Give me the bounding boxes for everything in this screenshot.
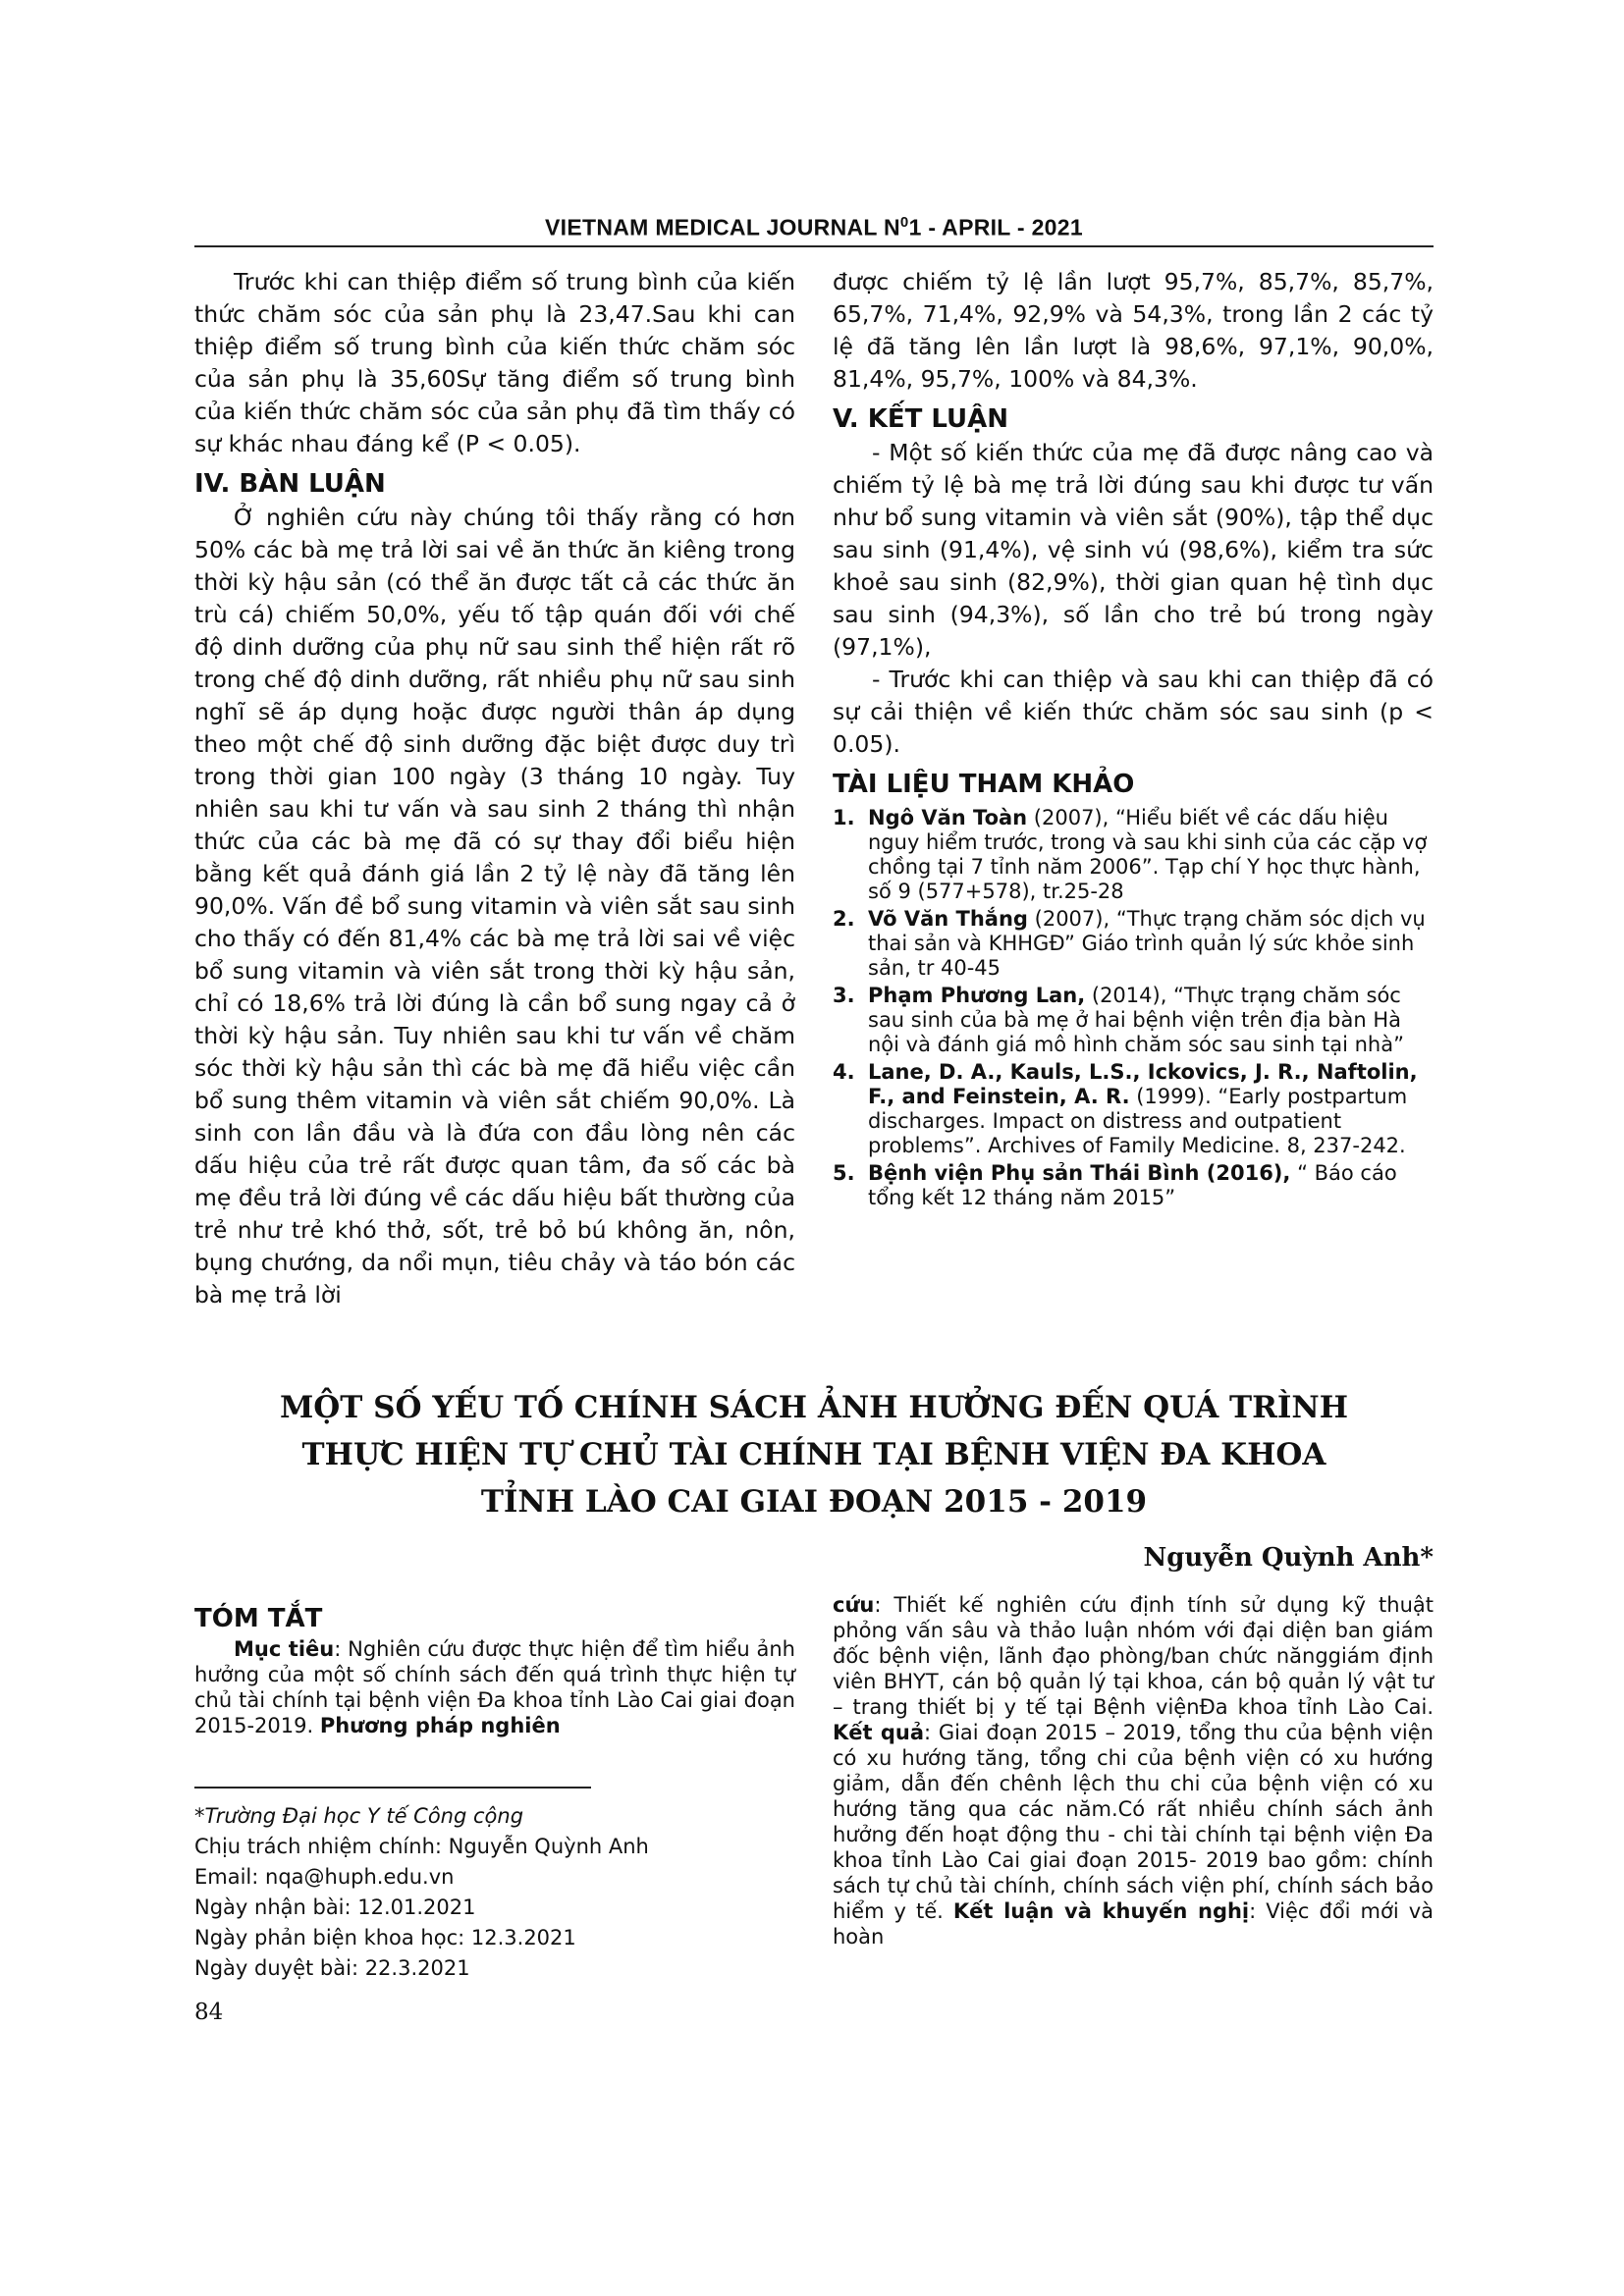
right-column [833,266,1434,1213]
section-heading-conclusion: V. KẾT LUẬN [833,404,1009,434]
left-column [194,266,795,1311]
results-continued-paragraph: được chiếm tỷ lệ lần lượt 95,7%, 85,7%, 85,7%, 65,7%, 71,4%, 92,9% và 54,3%, trong lần 2 các tỷ lệ đã tăng lên lần lượt là 98,6%, 97,1%, 90,0%, 81,4%, 95,7%, 100% và 84,3%. [833,268,1434,393]
review-date: Ngày phản biện khoa học: 12.3.2021 [194,1926,576,1949]
abstract-paragraph-continued: cứu: Thiết kế nghiên cứu định tính sử dụng kỹ thuật phỏng vấn sâu và thảo luận nhóm với đại diện ban giám đốc bệnh viện, lãnh đạo phòng/ban chức nănggiám định viên BHYT, cán bộ quản lý tại khoa, cán bộ quản lý vật tư – trang thiết bị y tế tại Bệnh việnĐa khoa tỉnh Lào Cai. Kết quả: Giai đoạn 2015 – 2019, tổng thu của bệnh viện có xu hướng tăng, tổng chi của bệnh viện có xu hướng giảm, dẫn đến chênh lệch thu chi của bệnh viện có xu hướng tăng qua các năm.Có rất nhiều chính sách ảnh hưởng đến hoạt động thu - chi tài chính tại bệnh viện Đa khoa tỉnh Lào Cai giai đoạn 2015- 2019 bao gồm: chính sách tự chủ tài chính, chính sách viện phí, chính sách bảo hiểm y tế. Kết luận và khuyến nghị: Việc đổi mới và hoàn [833,1593,1435,1949]
abstract-paragraph-start: Mục tiêu: Nghiên cứu được thực hiện để tìm hiểu ảnh hưởng của một số chính sách đến quá trình thực hiện tự chủ tài chính tại bệnh viện Đa khoa tỉnh Lào Cai giai đoạn 2015-2019. Phương pháp nghiên [194,1637,795,1737]
footnote [194,1801,744,1984]
reference-item: 5. Bệnh viện Phụ sản Thái Bình (2016), “ Báo cáo tổng kết 12 tháng năm 2015” [833,1161,1397,1209]
header-rule [194,245,1434,247]
article-author: Nguyễn Quỳnh Anh* [1143,1543,1434,1573]
conclusion-item-1: - Một số kiến thức của mẹ đã được nâng cao và chiếm tỷ lệ bà mẹ trả lời đúng sau khi được tư vấn như bổ sung vitamin và viên sắt (90%), tập thể dục sau sinh (91,4%), vệ sinh vú (98,6%), kiểm tra sức khoẻ sau sinh (82,9%), thời gian quan hệ tình dục sau sinh (94,3%), số lần cho trẻ bú trong ngày (97,1%), [833,439,1434,661]
approval-date: Ngày duyệt bài: 22.3.2021 [194,1956,470,1980]
article-title: MỘT SỐ YẾU TỐ CHÍNH SÁCH ẢNH HƯỞNG ĐẾN QUÁ TRÌNH THỰC HIỆN TỰ CHỦ TÀI CHÍNH TẠI BỆNH VIỆN ĐA KHOA TỈNH LÀO CAI GIAI ĐOẠN 2015 - 2019 [279,1390,1349,1520]
abstract-right-column [833,1592,1434,1949]
running-header: VIETNAM MEDICAL JOURNAL $N^01$ - APRIL - 2021 [545,214,1083,240]
abstract-left-column [194,1595,795,1738]
discussion-paragraph: Ở nghiên cứu này chúng tôi thấy rằng có hơn 50% các bà mẹ trả lời sai về ăn thức ăn kiêng trong thời kỳ hậu sản (có thể ăn được tất cả các thức ăn trù cá) chiếm 50,0%, yếu tố tập quán đối với chế độ dinh dưỡng của phụ nữ sau sinh thể hiện rất rõ trong chế độ dinh dưỡng, rất nhiều phụ nữ sau sinh nghĩ sẽ áp dụng hoặc được người thân áp dụng theo một chế độ sinh dưỡng đặc biệt được duy trì trong thời gian 100 ngày (3 tháng 10 ngày. Tuy nhiên sau khi tư vấn và sau sinh 2 tháng thì nhận thức của các bà mẹ đã có sự thay đổi biểu hiện bằng kết quả đánh giá lần 2 tỷ lệ này đã tăng lên 90,0%. Vấn đề bổ sung vitamin và viên sắt sau sinh cho thấy có đến 81,4% các bà mẹ trả lời sai về việc bổ sung vitamin và viên sắt trong thời kỳ hậu sản, chỉ có 18,6% trả lời đúng là cần bổ sung ngay cả ở thời kỳ hậu sản. Tuy nhiên sau khi tư vấn về chăm sóc thời kỳ hậu sản thì các bà mẹ đã hiểu việc cần bổ sung thêm vitamin và viên sắt chiếm 90,0%. Là sinh con lần đầu và là đứa con đầu lòng nên các dấu hiệu của trẻ rất được quan tâm, đa số các bà mẹ đều trả lời đúng về các dấu hiệu bất thường của trẻ như trẻ khó thở, sốt, trẻ bỏ bú không ăn, nôn, bụng chướng, da nổi mụn, tiêu chảy và táo bón các bà mẹ trả lời [194,504,795,1308]
received-date: Ngày nhận bài: 12.01.2021 [194,1896,476,1919]
footnote-rule [194,1787,591,1789]
page-number: 84 [194,2000,224,2025]
email: Email: nqa@huph.edu.vn [194,1865,455,1889]
section-heading-discussion: IV. BÀN LUẬN [194,469,386,499]
reference-item: 2. Võ Văn Thắng (2007), “Thực trạng chăm sóc dịch vụ thai sản và KHHGĐ” Giáo trình quản lý sức khỏe sinh sản, tr 40-45 [833,907,1426,980]
affiliation: *Trường Đại học Y tế Công cộng [194,1804,524,1828]
reference-list [833,806,1434,1210]
reference-item: 1. Ngô Văn Toàn (2007), “Hiểu biết về các dấu hiệu nguy hiểm trước, trong và sau khi sinh của các cặp vợ chồng tại 7 tỉnh năm 2006”. Tạp chí Y học thực hành, số 9 (577+578), tr.25-28 [833,806,1428,903]
reference-item: 4. Lane, D. A., Kauls, L.S., Ickovics, J. R., Naftolin, F., and Feinstein, A. R. (1999). “Early postpartum discharges. Impact on distress and outpatient problems”. Archives of Family Medicine. 8, 237-242. [833,1060,1418,1157]
reference-item: 3. Phạm Phương Lan, (2014), “Thực trạng chăm sóc sau sinh của bà mẹ ở hai bệnh viện trên địa bàn Hà nội và đánh giá mô hình chăm sóc sau sinh tại nhà” [833,984,1404,1056]
conclusion-item-2: - Trước khi can thiệp và sau khi can thiệp đã có sự cải thiện về kiến thức chăm sóc sau sinh (p < 0.05). [833,666,1434,758]
results-paragraph: Trước khi can thiệp điểm số trung bình của kiến thức chăm sóc của sản phụ là 23,47.Sau khi can thiệp điểm số trung bình của kiến thức chăm sóc của sản phụ là 35,60Sự tăng điểm số trung bình của kiến thức chăm sóc của sản phụ đã tìm thấy có sự khác nhau đáng kể (P < 0.05). [194,268,795,457]
responsible-author: Chịu trách nhiệm chính: Nguyễn Quỳnh Anh [194,1835,649,1858]
summary-heading: TÓM TẮT [194,1604,323,1633]
section-heading-references: TÀI LIỆU THAM KHẢO [833,770,1135,799]
